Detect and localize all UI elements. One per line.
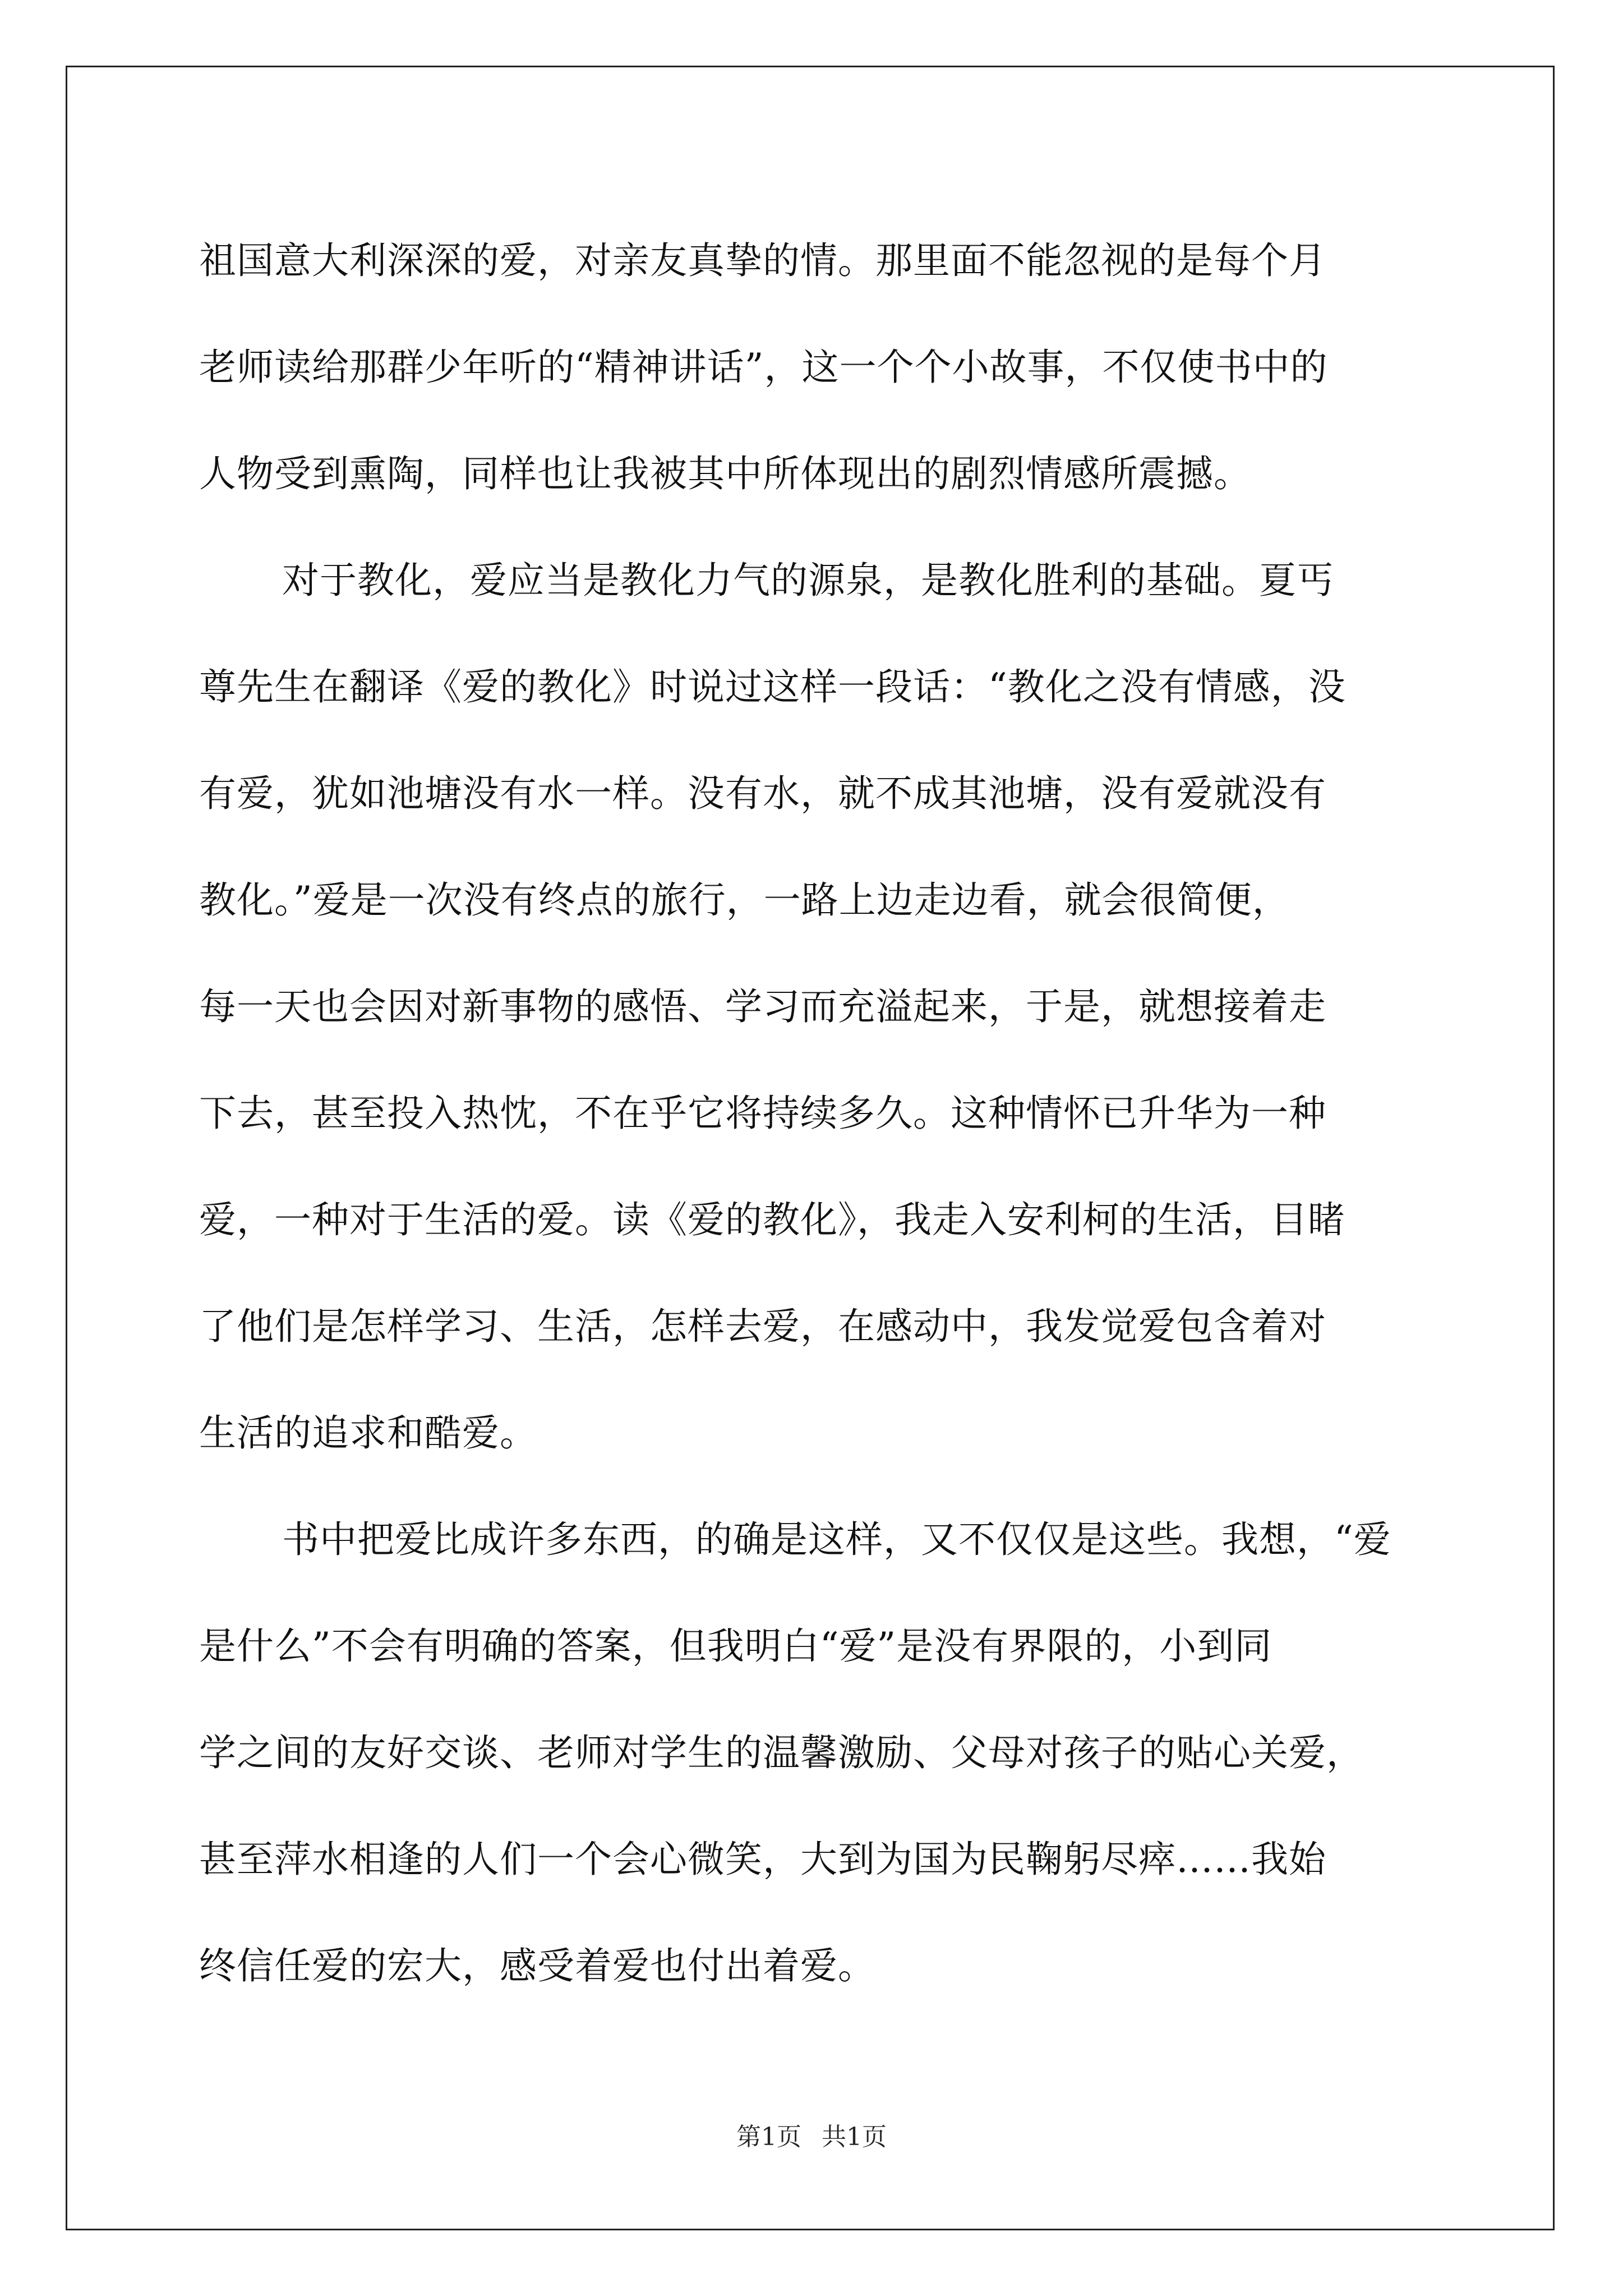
- text-line: 学之间的友好交谈、老师对学生的温馨激励、父母对孩子的贴心关爱，: [199, 1731, 1364, 1774]
- text-line: 生活的追求和酷爱。: [199, 1411, 537, 1455]
- text-line: 人物受到熏陶，同样也让我被其中所体现出的剧烈情感所震撼。: [199, 452, 1251, 495]
- text-line: 有爱，犹如池塘没有水一样。没有水，就不成其池塘，没有爱就没有: [199, 772, 1326, 815]
- document-body: [199, 208, 1433, 2019]
- text-line: 每一天也会因对新事物的感悟、学习而充溢起来，于是，就想接着走: [199, 985, 1326, 1028]
- paragraph-1: [199, 208, 1433, 527]
- page-footer: [0, 2120, 1623, 2154]
- text-line: 了他们是怎样学习、生活，怎样去爱，在感动中，我发觉爱包含着对: [199, 1305, 1326, 1348]
- paragraph-2: [199, 527, 1433, 1487]
- paragraph-3: [199, 1487, 1433, 2019]
- text-line: 对于教化，爱应当是教化力气的源泉，是教化胜利的基础。夏丐: [282, 559, 1334, 602]
- text-line: 下去，甚至投入热忱，不在乎它将持续多久。这种情怀已升华为一种: [199, 1092, 1326, 1135]
- text-line: 尊先生在翻译《爱的教化》时说过这样一段话：“教化之没有情感，没: [199, 665, 1346, 708]
- text-line: 祖国意大利深深的爱，对亲友真挚的情。那里面不能忽视的是每个月: [199, 239, 1326, 282]
- text-line: 书中把爱比成许多东西，的确是这样，又不仅仅是这些。我想，“爱: [282, 1518, 1391, 1561]
- text-line: 老师读给那群少年听的“精神讲话”，这一个个小故事，不仅使书中的: [199, 346, 1328, 389]
- text-line: 教化。”爱是一次没有终点的旅行，一路上边走边看，就会很简便，: [199, 878, 1290, 922]
- text-line: 甚至萍水相逢的人们一个会心微笑，大到为国为民鞠躬尽瘁……我始: [199, 1838, 1326, 1881]
- text-line: 终信任爱的宏大，感受着爱也付出着爱。: [199, 1944, 875, 1987]
- text-line: 爱，一种对于生活的爱。读《爱的教化》，我走入安利柯的生活，目睹: [199, 1198, 1345, 1241]
- page-number: 第1页: [736, 2123, 801, 2151]
- page-total: 共1页: [822, 2123, 887, 2151]
- text-line: 是什么”不会有明确的答案，但我明白“爱”是没有界限的，小到同: [199, 1625, 1272, 1668]
